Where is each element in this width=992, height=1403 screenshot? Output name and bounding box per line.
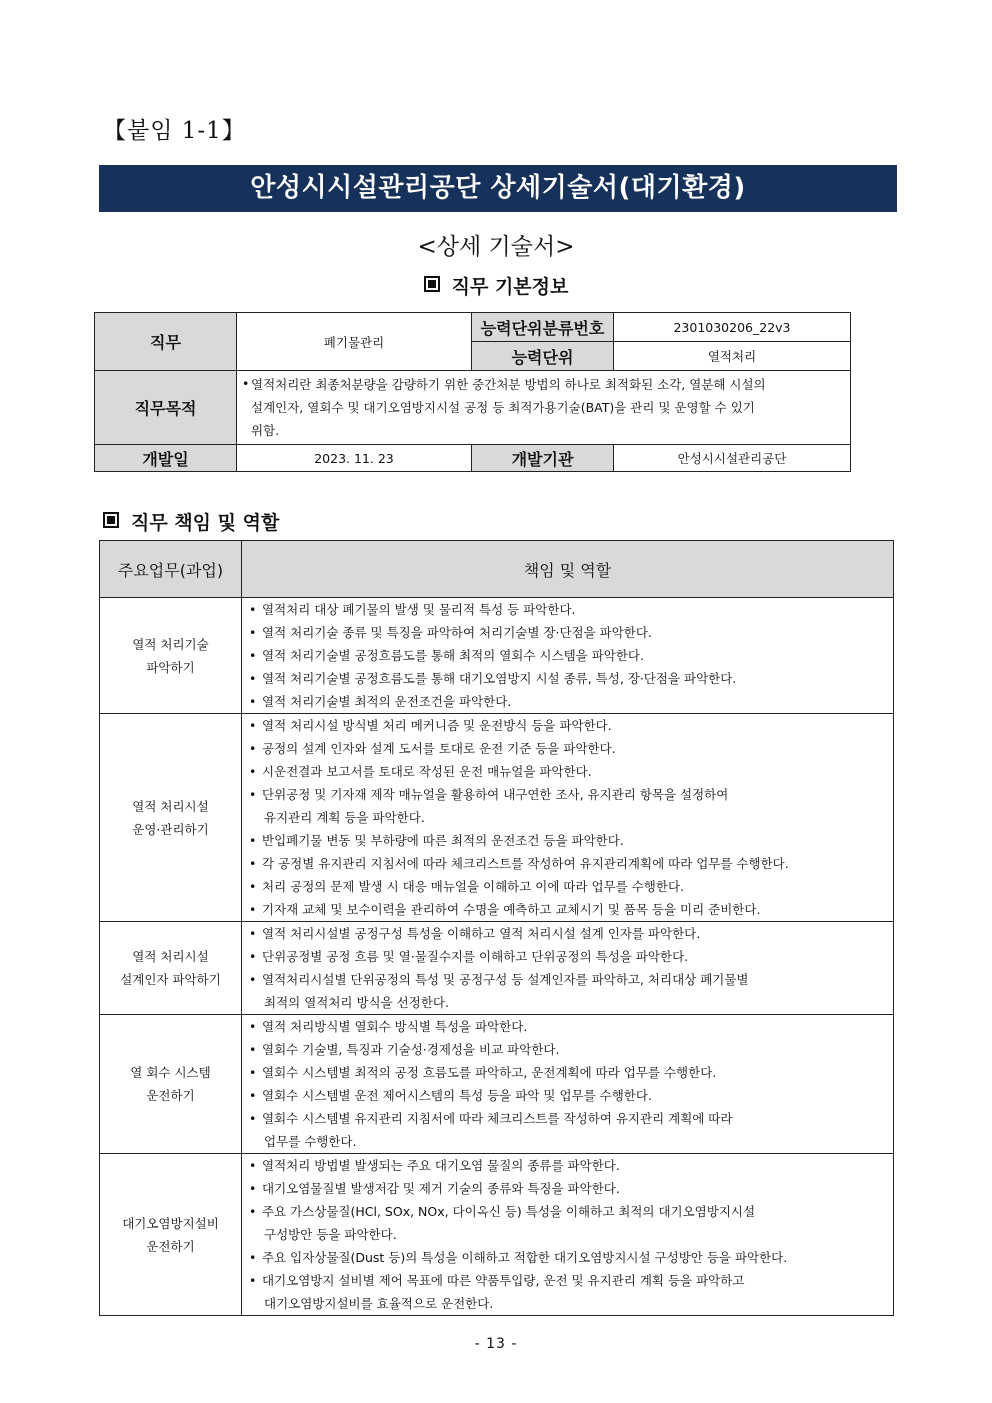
role-text: 반입폐기물 변동 및 부하량에 따른 최적의 운전조건 등을 파악한다.	[262, 833, 624, 848]
role-text: 구성방안 등을 파악한다.	[264, 1227, 397, 1242]
page-number: - 13 -	[474, 1336, 518, 1352]
role-item	[248, 1177, 887, 1200]
role-text: 기자재 교체 및 보수이력을 관리하여 수명을 예측하고 교체시기 및 품목 등을 미리 준비한다.	[262, 902, 761, 917]
bullet-icon: •	[249, 648, 257, 663]
role-text: 대기오염방지 설비별 제어 목표에 따른 약품투입량, 운전 및 유지관리 계획 등을 파악하고	[262, 1273, 745, 1288]
role-item	[248, 852, 887, 875]
role-text: 열적 처리기술별 공정흐름도를 통해 대기오염방지 시설 종류, 특성, 장·단점을 파악한다.	[262, 671, 737, 686]
roles-table	[99, 540, 894, 1316]
task-cell	[100, 1154, 242, 1316]
roles-cell	[242, 1154, 894, 1316]
bullet-icon: •	[249, 741, 257, 756]
bullet-icon: •	[249, 625, 257, 640]
document-subtitle: <상세 기술서>	[417, 234, 575, 260]
bullet-icon: •	[249, 1065, 257, 1080]
role-item	[248, 690, 887, 713]
purpose-line: 위함.	[251, 423, 280, 438]
bullet-icon: •	[249, 602, 257, 617]
role-item	[248, 737, 887, 760]
bullet-icon: •	[249, 787, 257, 802]
table-row	[100, 922, 894, 1015]
role-item	[248, 1107, 887, 1130]
task-line: 열적 처리시설	[132, 949, 209, 964]
role-item	[248, 598, 887, 621]
job-value: 폐기물관리	[237, 313, 472, 371]
bullet-icon: •	[249, 949, 257, 964]
section-title: 직무 책임 및 역할	[131, 512, 280, 534]
role-text: 대기오염방지설비를 효율적으로 운전한다.	[264, 1296, 494, 1311]
task-column-header: 주요업무(과업)	[100, 541, 242, 598]
role-item	[248, 1223, 887, 1246]
task-line: 열적 처리시설	[132, 798, 209, 814]
purpose-line: 설계인자, 열회수 및 대기오염방지시설 공정 등 최적가용기술(BAT)을 관리 및 운영할 수 있기	[251, 400, 755, 415]
role-item	[248, 1061, 887, 1084]
task-cell	[100, 714, 242, 922]
purpose-label: 직무목적	[95, 371, 237, 445]
role-item	[248, 621, 887, 644]
unit-label: 능력단위	[472, 342, 614, 371]
task-cell	[100, 1015, 242, 1154]
bullet-icon: •	[249, 1204, 257, 1219]
unit-value: 열적처리	[614, 342, 851, 371]
roles-body	[100, 598, 894, 1316]
role-text: 열적 처리기술별 최적의 운전조건을 파악한다.	[262, 694, 512, 709]
role-item	[248, 1084, 887, 1107]
task-line: 열 회수 시스템	[130, 1065, 211, 1080]
role-text: 주요 가스상물질(HCl, SOx, NOx, 다이옥신 등) 특성을 이해하고 최적의 대기오염방지시설	[262, 1204, 756, 1219]
role-item	[248, 783, 887, 806]
bullet-icon: •	[249, 926, 257, 941]
role-text: 열적 처리기술별 공정흐름도를 통해 최적의 열회수 시스템을 파악한다.	[262, 648, 644, 663]
task-line: 운전하기	[146, 1238, 195, 1254]
attachment-label: 【붙임 1-1】	[103, 118, 246, 144]
role-item	[248, 1246, 887, 1269]
role-item	[248, 806, 887, 829]
role-item	[248, 829, 887, 852]
roles-cell	[242, 1015, 894, 1154]
roles-cell	[242, 598, 894, 714]
bullet-icon: •	[242, 376, 250, 391]
role-item	[248, 1130, 887, 1153]
square-bullet-icon	[424, 276, 440, 292]
role-text: 최적의 열적처리 방식을 선정한다.	[264, 995, 449, 1010]
roles-cell	[242, 714, 894, 922]
role-item	[248, 991, 887, 1014]
bullet-icon: •	[249, 902, 257, 917]
role-text: 처리 공정의 문제 발생 시 대응 매뉴얼을 이해하고 이에 따라 업무를 수행한다.	[262, 879, 685, 894]
role-text: 열적 처리시설별 공정구성 특성을 이해하고 열적 처리시설 설계 인자를 파악한다.	[262, 926, 701, 941]
roles-cell	[242, 922, 894, 1015]
role-item	[248, 1154, 887, 1177]
dev-date-label: 개발일	[95, 445, 237, 472]
bullet-icon: •	[249, 1273, 257, 1288]
code-label: 능력단위분류번호	[472, 313, 614, 342]
bullet-icon: •	[249, 1111, 257, 1126]
bullet-icon: •	[249, 671, 257, 686]
role-text: 열회수 시스템별 최적의 공정 흐름도를 파악하고, 운전계획에 따라 업무를 수행한다.	[262, 1065, 717, 1080]
task-cell	[100, 598, 242, 714]
role-text: 업무를 수행한다.	[264, 1134, 357, 1149]
banner-title: 안성시시설관리공단 상세기술서(대기환경)	[99, 165, 897, 212]
bullet-icon: •	[249, 1088, 257, 1103]
role-text: 열적 처리방식별 열회수 방식별 특성을 파악한다.	[262, 1019, 528, 1034]
task-line: 운전하기	[146, 1088, 195, 1103]
role-text: 각 공정별 유지관리 지침서에 따라 체크리스트를 작성하여 유지관리계획에 따라 업무를 수행한다.	[262, 856, 789, 871]
role-text: 열적 처리시설 방식별 처리 메커니즘 및 운전방식 등을 파악한다.	[262, 718, 612, 733]
role-item	[248, 922, 887, 945]
dev-org-label: 개발기관	[472, 445, 614, 472]
section-title: 직무 기본정보	[451, 276, 569, 298]
purpose-value	[237, 371, 851, 445]
bullet-icon: •	[249, 694, 257, 709]
role-item	[248, 1038, 887, 1061]
roles-column-header: 책임 및 역할	[242, 541, 894, 598]
role-item	[248, 760, 887, 783]
bullet-icon: •	[249, 833, 257, 848]
task-cell	[100, 922, 242, 1015]
role-text: 열적처리 방법별 발생되는 주요 대기오염 물질의 종류를 파악한다.	[262, 1158, 620, 1173]
bullet-icon: •	[249, 1250, 257, 1265]
task-line: 설계인자 파악하기	[120, 972, 221, 987]
role-text: 열적 처리기술 종류 및 특징을 파악하여 처리기술별 장·단점을 파악한다.	[262, 625, 652, 640]
bullet-icon: •	[249, 856, 257, 871]
dev-org-value: 안성시시설관리공단	[614, 445, 851, 472]
task-line: 운영·관리하기	[132, 821, 209, 837]
role-text: 열회수 시스템별 운전 제어시스템의 특성 등을 파악 및 업무를 수행한다.	[262, 1088, 652, 1103]
bullet-icon: •	[249, 972, 257, 987]
role-item	[248, 644, 887, 667]
bullet-icon: •	[249, 1181, 257, 1196]
role-text: 열회수 시스템별 유지관리 지침서에 따라 체크리스트를 작성하여 유지관리 계획에 따라	[262, 1111, 733, 1126]
section-basic-info-heading	[0, 272, 992, 299]
role-item	[248, 1269, 887, 1292]
table-row	[100, 1015, 894, 1154]
role-item	[248, 968, 887, 991]
role-text: 단위공정별 공정 흐름 및 열·물질수지를 이해하고 단위공정의 특성을 파악한다.	[262, 949, 689, 964]
role-text: 열적처리시설별 단위공정의 특성 및 공정구성 등 설계인자를 파악하고, 처리대상 폐기물별	[262, 972, 749, 987]
code-value: 2301030206_22v3	[614, 313, 851, 342]
task-line: 열적 처리기술	[132, 636, 209, 652]
role-item	[248, 1292, 887, 1315]
job-label: 직무	[95, 313, 237, 371]
role-text: 열적처리 대상 폐기물의 발생 및 물리적 특성 등 파악한다.	[262, 602, 576, 617]
bullet-icon: •	[249, 718, 257, 733]
bullet-icon: •	[249, 764, 257, 779]
bullet-icon: •	[249, 879, 257, 894]
table-row	[100, 714, 894, 922]
task-line: 대기오염방지설비	[122, 1215, 219, 1231]
task-line: 파악하기	[146, 659, 195, 675]
role-text: 공정의 설계 인자와 설계 도서를 토대로 운전 기준 등을 파악한다.	[262, 741, 616, 756]
table-row	[100, 1154, 894, 1316]
bullet-icon: •	[249, 1158, 257, 1173]
role-text: 열회수 기술별, 특징과 기술성·경제성을 비교 파악한다.	[262, 1042, 560, 1057]
bullet-icon: •	[249, 1042, 257, 1057]
role-item	[248, 714, 887, 737]
basic-info-table	[94, 312, 851, 472]
role-text: 주요 입자상물질(Dust 등)의 특성을 이해하고 적합한 대기오염방지시설 구성방안 등을 파악한다.	[262, 1250, 788, 1265]
role-item	[248, 898, 887, 921]
role-item	[248, 875, 887, 898]
dev-date-value: 2023. 11. 23	[237, 445, 472, 472]
purpose-line: 열적처리란 최종처분량을 감량하기 위한 중간처분 방법의 하나로 최적화된 소각, 열분해 시설의	[251, 377, 766, 392]
role-item	[248, 1015, 887, 1038]
bullet-icon: •	[249, 1019, 257, 1034]
role-text: 대기오염물질별 발생저감 및 제거 기술의 종류와 특징을 파악한다.	[262, 1181, 620, 1196]
role-text: 시운전결과 보고서를 토대로 작성된 운전 매뉴얼을 파악한다.	[262, 764, 592, 779]
role-text: 유지관리 계획 등을 파악한다.	[264, 810, 425, 825]
square-bullet-icon	[103, 512, 119, 528]
role-item	[248, 667, 887, 690]
section-roles-heading	[103, 508, 279, 535]
role-text: 단위공정 및 기자재 제작 매뉴얼을 활용하여 내구연한 조사, 유지관리 항목을 설정하여	[262, 787, 729, 802]
role-item	[248, 1200, 887, 1223]
table-row	[100, 598, 894, 714]
role-item	[248, 945, 887, 968]
